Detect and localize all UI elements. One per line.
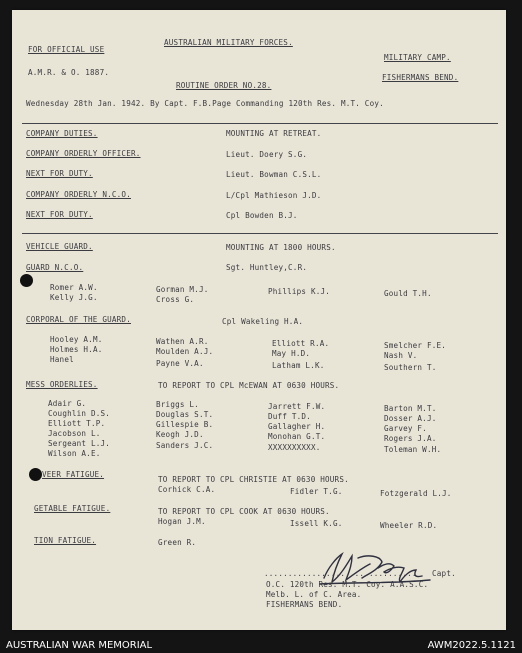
order-date-line: Wednesday 28th Jan. 1942. By Capt. F.B.Page Commanding 120th Res. M.T. Coy. [26,99,384,108]
name-entry: Jarrett F.W. [268,402,326,411]
guard-nco-value: Sgt. Huntley,C.R. [226,263,308,272]
name-entry: May H.D. [272,349,311,358]
name-entry: Holmes H.A. [50,345,103,354]
name-entry: Nash V. [384,351,418,360]
duty-value: Lieut. Bowman C.S.L. [226,170,322,179]
name-entry: Gould T.H. [384,289,432,298]
name-entry: Elliott T.P. [48,419,106,428]
duty-label: NEXT FOR DUTY. [26,169,93,178]
section-value: TO REPORT TO CPL CHRISTIE AT 0630 HOURS. [158,475,349,484]
name-entry: Phillips K.J. [268,287,331,296]
official-use-label: FOR OFFICIAL USE [28,45,105,54]
duty-label: COMPANY ORDERLY N.C.O. [26,190,131,199]
signature-area: Melb. L. of C. Area. [266,590,362,599]
name-entry: Gillespie B. [156,420,214,429]
struck-out-entry: XXXXXXXXXX. [268,443,321,452]
punch-hole [20,274,33,287]
name-entry: Rogers J.A. [384,434,437,443]
name-entry: Corhick C.A. [158,485,216,494]
name-entry: Gallagher H. [268,422,326,431]
section-label: VEHICLE GUARD. [26,242,93,251]
name-entry: Hanel [50,355,74,364]
name-entry: Hogan J.M. [158,517,206,526]
duty-value: MOUNTING AT RETREAT. [226,129,322,138]
name-entry: Jacobson L. [48,429,101,438]
duty-label: COMPANY DUTIES. [26,129,98,138]
document-page [12,10,506,630]
name-entry: Wilson A.E. [48,449,101,458]
name-entry: Kelly J.G. [50,293,98,302]
signature-dotted-line: ................................ [264,569,417,578]
name-entry: Wheeler R.D. [380,521,438,530]
duty-value: L/Cpl Mathieson J.D. [226,191,322,200]
camp-label: MILITARY CAMP. [384,53,451,62]
name-entry: Sergeant L.J. [48,439,111,448]
name-entry: Southern T. [384,363,437,372]
name-entry: Briggs L. [156,400,199,409]
name-entry: Gorman M.J. [156,285,209,294]
section-label: MESS ORDERLIES. [26,380,98,389]
name-entry: Coughlin D.S. [48,409,111,418]
divider [22,123,498,124]
name-entry: Wathen A.R. [156,337,209,346]
archive-footer [0,633,522,653]
section-value: Green R. [158,538,197,547]
name-entry: Fidler T.G. [290,487,343,496]
name-entry: Adair G. [48,399,87,408]
name-entry: Duff T.D. [268,412,311,421]
duty-value: Cpl Bowden B.J. [226,211,298,220]
duty-value: Lieut. Doery S.G. [226,150,308,159]
section-label: TION FATIGUE. [34,536,97,545]
divider [22,233,498,234]
punch-hole [29,468,42,481]
document-title: AUSTRALIAN MILITARY FORCES. [164,38,293,47]
name-entry: Douglas S.T. [156,410,214,419]
footer-institution: AUSTRALIAN WAR MEMORIAL [6,640,153,651]
name-entry: Cross G. [156,295,195,304]
name-entry: Romer A.W. [50,283,98,292]
signature-location: FISHERMANS BEND. [266,600,343,609]
name-entry: Fotzgerald L.J. [380,489,452,498]
name-entry: Hooley A.M. [50,335,103,344]
name-entry: Garvey F. [384,424,427,433]
duty-label: COMPANY ORDERLY OFFICER. [26,149,141,158]
section-value: TO REPORT TO CPL COOK AT 0630 HOURS. [158,507,330,516]
name-entry: Sanders J.C. [156,441,214,450]
guard-nco-label: GUARD N.C.O. [26,263,84,272]
name-entry: Barton M.T. [384,404,437,413]
section-value: Cpl Wakeling H.A. [222,317,304,326]
name-entry: Elliott R.A. [272,339,330,348]
regulation-reference: A.M.R. & O. 1887. [28,68,110,77]
name-entry: Dosser A.J. [384,414,437,423]
name-entry: Keogh J.D. [156,430,204,439]
section-label: VEER FATIGUE. [42,470,105,479]
duty-label: NEXT FOR DUTY. [26,210,93,219]
signature-rank: Capt. [432,569,456,578]
name-entry: Latham L.K. [272,361,325,370]
name-entry: Monohan G.T. [268,432,326,441]
section-label: CORPORAL OF THE GUARD. [26,315,131,324]
name-entry: Payne V.A. [156,359,204,368]
order-number: ROUTINE ORDER NO.28. [176,81,272,90]
section-label: GETABLE FATIGUE. [34,504,111,513]
name-entry: Moulden A.J. [156,347,214,356]
name-entry: Toleman W.H. [384,445,442,454]
signature-title: O.C. 120th Res. M.T. Coy. A.A.S.C. [266,580,429,589]
section-value: MOUNTING AT 1800 HOURS. [226,243,336,252]
camp-location: FISHERMANS BEND. [382,73,459,82]
name-entry: Issell K.G. [290,519,343,528]
footer-accession-number: AWM2022.5.1121 [427,640,516,651]
section-value: TO REPORT TO CPL McEWAN AT 0630 HOURS. [158,381,340,390]
name-entry: Smelcher F.E. [384,341,447,350]
